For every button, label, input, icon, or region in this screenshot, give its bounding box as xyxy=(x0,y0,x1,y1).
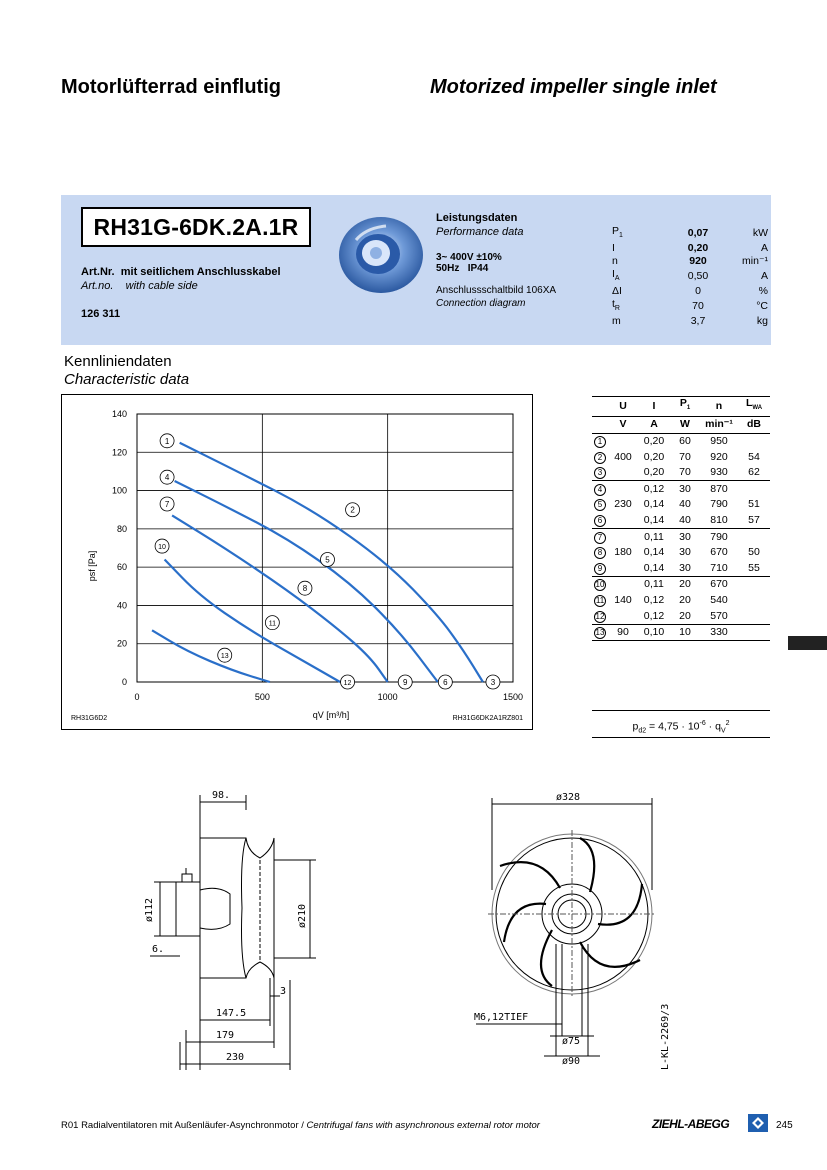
table-cell xyxy=(592,545,608,561)
drawing-ref: L-KL-2269/3 xyxy=(660,1003,671,1070)
spec-row xyxy=(612,285,768,298)
spec-symbol: $t_R$ xyxy=(612,298,620,313)
table-cell: 790 xyxy=(710,498,728,511)
dim-112: ø112 xyxy=(144,897,155,922)
front-view-drawing xyxy=(470,780,710,1080)
row-index-badge: 13 xyxy=(595,628,605,638)
formula: $p_{d2} = 4,75 \cdot 10^{-6} \cdot q_V^2$ xyxy=(592,710,770,738)
row-index-badge: 5 xyxy=(594,499,606,511)
dim-m6: M6,12TIEF xyxy=(474,1012,529,1023)
spec-unit: min⁻¹ xyxy=(742,255,768,268)
row-index-badge: 8 xyxy=(594,547,606,559)
table-cell: 55 xyxy=(748,561,760,574)
dim-6: 6. xyxy=(152,944,165,955)
table-header-cell: n xyxy=(715,399,723,412)
title-de: Motorlüfterrad einflutig xyxy=(61,76,281,98)
table-cell xyxy=(608,465,638,481)
table-cell: 20 xyxy=(679,609,691,622)
table-cell: 51 xyxy=(748,498,760,511)
spec-unit: A xyxy=(760,242,768,255)
table-cell xyxy=(592,465,608,481)
table-cell: 20 xyxy=(679,593,691,606)
dim-210: ø210 xyxy=(297,903,308,928)
table-cell xyxy=(592,593,608,609)
spec-symbol: I xyxy=(612,242,615,255)
table-cell: 0,12 xyxy=(638,481,670,497)
table-cell xyxy=(592,481,608,497)
table-row xyxy=(592,465,770,481)
table-header-cell: I xyxy=(652,399,656,412)
table-cell: 670 xyxy=(710,546,728,559)
x-tick-label: 1500 xyxy=(502,692,524,702)
table-row xyxy=(592,577,770,593)
x-tick-label: 500 xyxy=(254,692,270,702)
table-cell xyxy=(608,560,638,576)
dim-98: 98. xyxy=(212,790,231,801)
table-cell: 930 xyxy=(710,466,728,479)
x-tick-label: 1000 xyxy=(377,692,398,702)
table-unit-cell: min⁻¹ xyxy=(700,417,738,434)
table-cell: 57 xyxy=(748,513,760,526)
table-cell: 810 xyxy=(710,513,728,526)
table-cell: 0,14 xyxy=(643,513,665,526)
table-cell: 950 xyxy=(710,434,728,447)
data-table xyxy=(592,396,770,641)
spec-row xyxy=(612,225,768,242)
dim-75: ø75 xyxy=(562,1036,581,1047)
perf-block: Leistungsdaten Performance data 3~ 400V ±10% 50Hz IP44 Anschlussschaltbild 106XA Connection diagram xyxy=(436,212,557,309)
spec-symbol: $P_1$ xyxy=(612,225,623,240)
table-cell: 70 xyxy=(679,466,691,479)
spec-value: 70 xyxy=(692,300,704,313)
table-cell: 30 xyxy=(670,481,700,497)
table-cell: 54 xyxy=(748,450,760,463)
spec-unit: % xyxy=(758,285,768,298)
table-row xyxy=(592,593,770,609)
spec-unit: °C xyxy=(756,300,768,313)
table-cell: 70 xyxy=(679,450,691,463)
section-title-de: Kennliniendaten xyxy=(64,353,172,370)
table-unit-cell: dB xyxy=(738,417,770,434)
table-cell xyxy=(592,449,608,465)
table-cell: 870 xyxy=(700,481,738,497)
table-row xyxy=(592,433,770,449)
curve-label: 13 xyxy=(220,653,229,661)
curve-label: 6 xyxy=(443,678,448,687)
brand-logo-text: ZIEHL-ABEGG xyxy=(652,1117,730,1131)
spec-symbol: $I_A$ xyxy=(612,268,620,283)
curve-label: 10 xyxy=(158,544,166,552)
curve-label: 4 xyxy=(164,473,170,483)
row-index-badge: 3 xyxy=(594,467,606,479)
x-axis-label: qV [m³/h] xyxy=(312,710,350,720)
curve-label: 3 xyxy=(490,678,496,687)
y-axis-label: psf [Pa] xyxy=(87,550,97,582)
table-row xyxy=(592,624,770,641)
dim-90: ø90 xyxy=(562,1056,581,1067)
row-index-badge: 11 xyxy=(595,595,605,605)
curve-label: 7 xyxy=(164,499,170,509)
table-cell: 0,11 xyxy=(638,529,670,545)
table-cell: 30 xyxy=(679,561,691,574)
y-tick-label: 0 xyxy=(121,677,127,687)
spec-table xyxy=(612,225,768,328)
spec-value: 920 xyxy=(689,255,707,268)
curve-label: 2 xyxy=(350,505,355,515)
table-cell: 0,14 xyxy=(643,498,665,511)
table-cell: 140 xyxy=(614,593,632,606)
table-row xyxy=(592,513,770,529)
curve-label: 9 xyxy=(402,678,408,687)
x-tick-label: 0 xyxy=(134,692,140,702)
table-cell: 30 xyxy=(679,546,691,559)
table-unit-cell xyxy=(592,417,608,434)
table-row xyxy=(592,449,770,465)
y-tick-label: 100 xyxy=(111,485,127,496)
table-cell: 20 xyxy=(670,577,700,593)
table-cell xyxy=(738,529,770,545)
table-row xyxy=(592,481,770,497)
table-cell: 0,20 xyxy=(643,434,665,447)
row-index-badge: 9 xyxy=(594,563,606,575)
table-cell: 0,10 xyxy=(638,624,670,641)
table-cell xyxy=(592,529,608,545)
row-index-badge: 1 xyxy=(594,436,606,448)
art-line-en: Art.no. with cable side xyxy=(81,280,198,292)
row-index-badge: 4 xyxy=(594,484,606,496)
table-cell xyxy=(592,577,608,593)
chart-note-left: RH31G6D2 xyxy=(71,715,108,722)
table-cell xyxy=(592,624,608,641)
dim-230: 230 xyxy=(226,1052,245,1063)
table-cell xyxy=(608,481,638,497)
row-index-badge: 7 xyxy=(594,532,606,544)
dim-328: ø328 xyxy=(556,792,581,803)
y-tick-label: 40 xyxy=(116,600,127,611)
table-unit-cell: V xyxy=(608,417,638,434)
table-unit-cell: W xyxy=(670,417,700,434)
spec-symbol: m xyxy=(612,315,621,328)
spec-value: 3,7 xyxy=(690,315,706,328)
table-cell xyxy=(738,433,770,449)
table-row xyxy=(592,608,770,624)
table-cell: 40 xyxy=(679,498,691,511)
side-view-drawing xyxy=(140,780,340,1080)
row-index-badge: 12 xyxy=(595,611,605,621)
table-row xyxy=(592,497,770,513)
table-cell: 50 xyxy=(748,546,760,559)
table-cell: 0,11 xyxy=(638,577,670,593)
characteristic-chart xyxy=(61,394,533,730)
table-cell: 0,20 xyxy=(643,466,665,479)
art-number: 126 311 xyxy=(81,308,121,320)
impeller-image xyxy=(336,210,426,300)
page-number: 245 xyxy=(776,1120,793,1131)
table-cell xyxy=(608,513,638,529)
table-cell xyxy=(738,577,770,593)
spec-value: 0 xyxy=(695,285,701,298)
spec-row xyxy=(612,242,768,255)
table-header-cell xyxy=(592,396,608,417)
dim-3: 3 xyxy=(280,986,287,997)
curve-label: 11 xyxy=(268,620,277,628)
table-cell xyxy=(608,433,638,449)
spec-row xyxy=(612,255,768,268)
table-cell: 330 xyxy=(700,624,738,641)
spec-unit: A xyxy=(760,270,768,283)
table-cell: 180 xyxy=(614,546,632,559)
row-index-badge: 10 xyxy=(595,580,605,590)
table-cell xyxy=(592,497,608,513)
table-header-cell: U xyxy=(619,399,627,412)
table-cell: 62 xyxy=(748,466,760,479)
table-cell xyxy=(608,577,638,593)
table-cell: 670 xyxy=(700,577,738,593)
tab-marker xyxy=(788,636,827,650)
brand-logo-icon xyxy=(748,1114,768,1132)
table-cell: 0,14 xyxy=(643,561,665,574)
table-cell: 0,12 xyxy=(643,593,665,606)
curve-label: 5 xyxy=(325,555,330,565)
spec-row xyxy=(612,298,768,315)
table-cell: 90 xyxy=(608,624,638,641)
table-cell: 540 xyxy=(710,593,728,606)
table-cell: 60 xyxy=(679,434,691,447)
footer-text: R01 Radialventilatoren mit Außenläufer-Asynchronmotor / Centrifugal fans with asynchronous external rotor motor xyxy=(61,1120,540,1131)
spec-unit: kg xyxy=(756,315,768,328)
table-cell: 40 xyxy=(679,513,691,526)
dim-179: 179 xyxy=(216,1030,235,1041)
y-tick-label: 80 xyxy=(116,523,127,534)
y-tick-label: 60 xyxy=(116,562,127,573)
table-row xyxy=(592,529,770,545)
spec-value: 0,50 xyxy=(687,270,709,283)
table-row xyxy=(592,560,770,576)
table-row xyxy=(592,545,770,561)
table-cell: 400 xyxy=(614,450,632,463)
spec-value: 0,20 xyxy=(687,242,709,255)
table-cell xyxy=(592,433,608,449)
table-unit-row xyxy=(592,417,770,434)
chart-note-right: RH31G6DK2A1RZ801 xyxy=(452,715,523,722)
table-cell xyxy=(738,481,770,497)
table-header-cell: $P_1$ xyxy=(679,397,691,412)
table-header-cell: $L_{WA}$ xyxy=(745,397,763,412)
table-cell xyxy=(738,624,770,641)
curve-13 xyxy=(152,630,270,682)
title-en: Motorized impeller single inlet xyxy=(430,76,717,98)
table-cell: 10 xyxy=(670,624,700,641)
curve-label: 1 xyxy=(164,436,170,446)
spec-symbol: ΔI xyxy=(612,285,622,298)
table-unit-cell: A xyxy=(638,417,670,434)
table-cell xyxy=(592,513,608,529)
table-cell: 710 xyxy=(710,561,728,574)
table-cell xyxy=(592,608,608,624)
model-number: RH31G-6DK.2A.1R xyxy=(81,207,311,247)
spec-value: 0,07 xyxy=(687,227,709,240)
table-cell: 230 xyxy=(614,498,632,511)
y-tick-label: 120 xyxy=(111,447,127,458)
curve-label: 12 xyxy=(343,680,352,687)
spec-row xyxy=(612,315,768,328)
table-cell: 0,12 xyxy=(643,609,665,622)
dim-147: 147.5 xyxy=(216,1008,247,1019)
table-header-row xyxy=(592,396,770,417)
table-cell: 0,20 xyxy=(643,450,665,463)
table-cell xyxy=(738,593,770,609)
spec-unit: kW xyxy=(752,227,768,240)
table-cell: 30 xyxy=(670,529,700,545)
row-index-badge: 6 xyxy=(594,515,606,527)
y-tick-label: 140 xyxy=(111,409,127,419)
table-cell xyxy=(608,529,638,545)
table-cell xyxy=(592,560,608,576)
curve-10-11-12 xyxy=(165,559,340,682)
table-cell xyxy=(608,608,638,624)
section-title-en: Characteristic data xyxy=(64,371,190,388)
table-cell xyxy=(738,608,770,624)
table-cell: 570 xyxy=(710,609,728,622)
table-cell: 0,14 xyxy=(643,546,665,559)
table-cell: 920 xyxy=(710,450,728,463)
row-index-badge: 2 xyxy=(594,452,606,464)
spec-row xyxy=(612,268,768,285)
spec-symbol: n xyxy=(612,255,618,268)
art-line-de: Art.Nr. mit seitlichem Anschlusskabel xyxy=(81,266,281,278)
curve-label: 8 xyxy=(302,584,308,594)
y-tick-label: 20 xyxy=(116,638,127,649)
table-cell: 790 xyxy=(700,529,738,545)
